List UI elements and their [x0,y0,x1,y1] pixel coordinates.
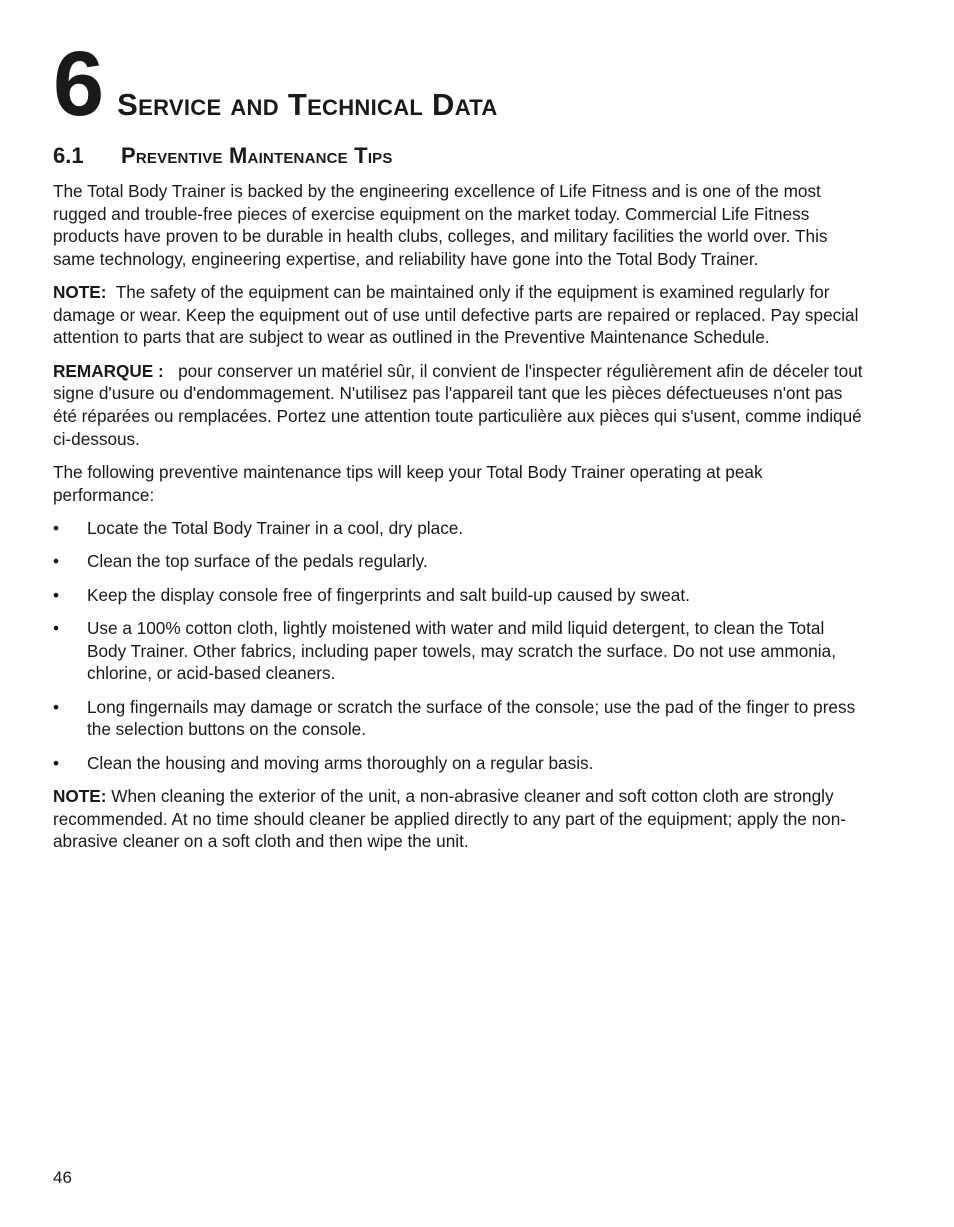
note-label: NOTE: [53,786,107,807]
bullet-icon: • [53,584,60,605]
note-text: The safety of the equipment can be maintained only if the equipment is examined regularly for damage or wear. Keep the equipment out of use until defective parts are repaired or replaced. Pay special attention to parts that are subject to wear as outlined in the Preventive Maintenance Schedule. [53,282,859,348]
tip-text: Keep the display console free of fingerprints and salt build-up caused by sweat. [87,584,690,605]
chapter-number: 6 [53,33,104,135]
remarque-text: pour conserver un matériel sûr, il convient de l'inspecter régulièrement afin de déceler tout signe d'usure ou d'endommagement. N'utilisez pas l'appareil tant que les pièces défectueuses n'ont pas été réparées ou remplacées. Portez une attention toute particulière aux pièces qui s'usent, comme indiqué ci-dessous. [53,360,863,449]
tips-lead-in: The following preventive maintenance tips will keep your Total Body Trainer operating at peak performance: [53,461,763,505]
note-label: NOTE: [53,282,107,303]
page-number: 46 [53,1168,72,1187]
bullet-icon: • [53,752,60,773]
tip-text: Locate the Total Body Trainer in a cool, dry place. [87,517,464,538]
list-item [53,696,868,741]
tip-text: Long fingernails may damage or scratch the surface of the console; use the pad of the finger to press the selection buttons on the console. [87,696,856,740]
section-title: Preventive Maintenance Tips [121,143,393,168]
bullet-icon: • [53,696,60,717]
section-heading [53,143,393,169]
chapter-title: Service and Technical Data [117,87,498,122]
bullet-icon: • [53,551,60,572]
tip-text: Clean the top surface of the pedals regularly. [87,551,428,572]
list-item [53,517,868,540]
tip-text: Use a 100% cotton cloth, lightly moistened with water and mild liquid detergent, to clean the Total Body Trainer. Other fabrics, including paper towels, may scratch the surface. Do not use ammonia, chlorine, or acid-based cleaners. [87,618,836,684]
list-item [53,584,868,607]
chapter-heading [53,33,498,135]
intro-paragraph: The Total Body Trainer is backed by the engineering excellence of Life Fitness and is one of the most rugged and trouble-free pieces of exercise equipment on the market today. Commercial Life Fitness products have proven to be durable in health clubs, colleges, and military facilities the world over. This same technology, engineering expertise, and reliability have gone into the Total Body Trainer. [53,181,828,269]
maintenance-tips-list [53,517,868,774]
list-item [53,752,868,775]
note-text: When cleaning the exterior of the unit, a non-abrasive cleaner and soft cotton cloth are strongly recommended. At no time should cleaner be applied directly to any part of the equipment; apply the non-abrasive cleaner on a soft cloth and then wipe the unit. [53,786,847,852]
list-item [53,617,868,685]
remarque-label: REMARQUE : [53,360,164,381]
list-item [53,550,868,573]
french-remark [53,360,868,450]
bullet-icon: • [53,618,60,639]
section-number: 6.1 [53,143,84,168]
tip-text: Clean the housing and moving arms thoroughly on a regular basis. [87,752,594,773]
cleaning-note [53,785,868,853]
bullet-icon: • [53,517,60,538]
safety-note [53,281,868,349]
body-content [53,180,868,864]
